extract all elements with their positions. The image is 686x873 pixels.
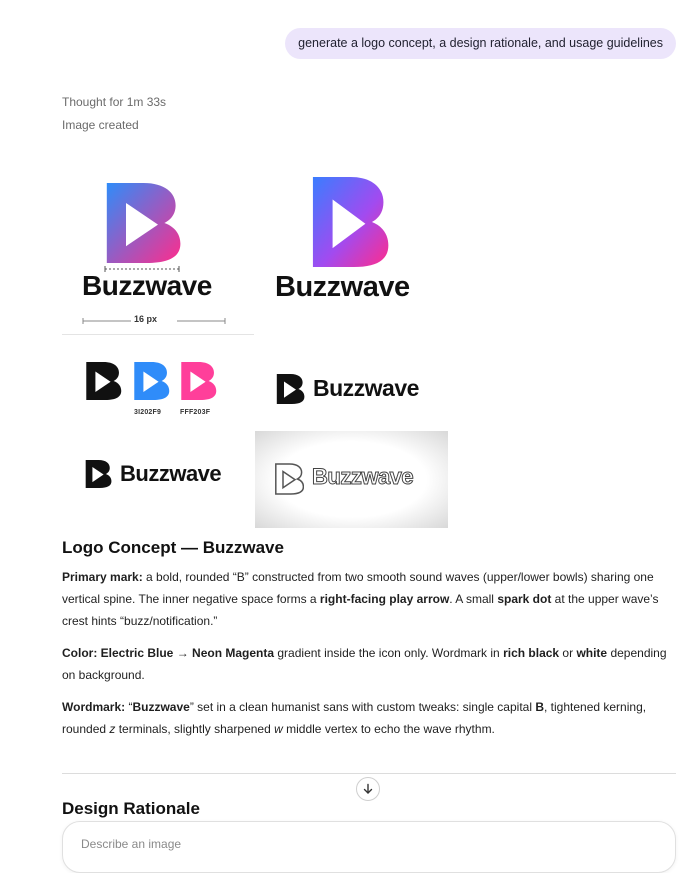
image-created-label: Image created <box>62 118 139 132</box>
prompt-composer <box>62 821 676 873</box>
b-icon-black <box>275 373 305 405</box>
logo-variant-primary-measured <box>62 160 254 335</box>
thought-duration[interactable]: Thought for 1m 33s <box>62 95 167 109</box>
primary-mark-paragraph: Primary mark: a bold, rounded “B” constructed from two smooth sound waves (upper/lower bowls) sharing one vertical spine. The inner negative space forms a right-facing play arrow. A small spark dot at the upper wave’s crest hints “buzz/notification.” <box>62 570 659 628</box>
user-message-text: generate a logo concept, a design rationale, and usage guidelines <box>298 36 663 50</box>
buzzwave-icon <box>102 183 182 263</box>
prompt-input[interactable] <box>79 836 643 852</box>
wordmark-bottom: Buzzwave <box>120 461 222 486</box>
scroll-down-button[interactable] <box>356 777 380 801</box>
wordmark-outline: Buzzwave <box>312 464 414 489</box>
horizontal-lockup-black <box>255 336 448 430</box>
color-paragraph: Color: Electric Blue → Neon Magenta gradient inside the icon only. Wordmark in rich black or white depending on background. <box>62 646 667 682</box>
arrow-down-icon <box>362 783 374 795</box>
dimension-label: 16 px <box>134 314 158 324</box>
b-icon-black <box>84 458 112 490</box>
wordmark-horizontal: Buzzwave <box>313 375 419 401</box>
swatch-blue-code: 3I202F9 <box>134 409 162 416</box>
design-rationale-heading: Design Rationale <box>62 799 200 818</box>
b-icon-blue <box>132 361 170 401</box>
wordmark-paragraph: Wordmark: “Buzzwave” set in a clean humanist sans with custom tweaks: single capital B, tightened kerning, rounded z terminals, slightly sharpened w middle vertex to echo the wave rhythm. <box>62 700 647 736</box>
outline-lockup <box>255 431 448 528</box>
b-icon-magenta <box>179 361 217 401</box>
logo-variant-large <box>255 160 448 335</box>
swatch-magenta-code: FFF203F <box>180 409 211 416</box>
generated-logo-image[interactable] <box>62 160 448 528</box>
wordmark-large: Buzzwave <box>275 271 410 303</box>
assistant-response <box>62 538 676 740</box>
section-divider <box>62 773 676 774</box>
horizontal-lockup-white-bg <box>62 431 254 528</box>
icon-color-variations <box>62 336 254 430</box>
b-icon-black <box>84 361 122 401</box>
wordmark-primary: Buzzwave <box>82 270 212 301</box>
user-message-bubble <box>285 28 676 59</box>
b-icon-outline <box>274 463 304 495</box>
measure-line-left-icon <box>82 318 132 324</box>
concept-heading: Logo Concept — Buzzwave <box>62 538 284 557</box>
buzzwave-icon <box>308 177 390 267</box>
measure-line-right-icon <box>176 318 226 324</box>
